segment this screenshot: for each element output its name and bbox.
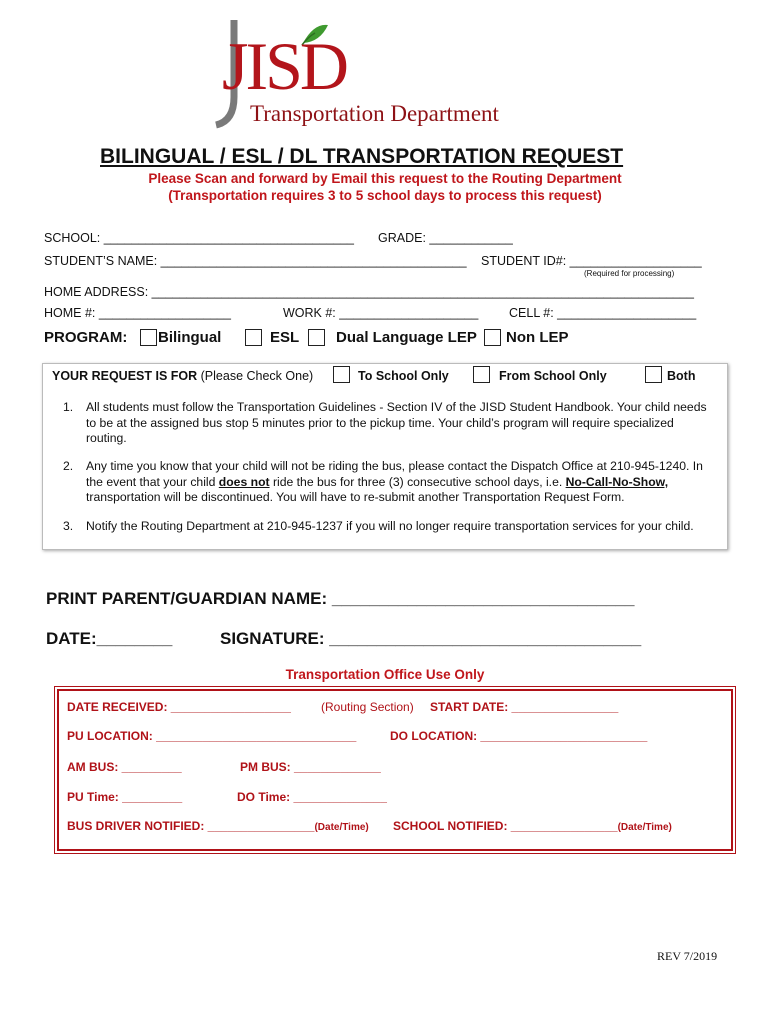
note-3-number: 3. xyxy=(63,519,74,533)
request-type-row xyxy=(52,369,313,383)
office-use-heading: Transportation Office Use Only xyxy=(285,667,485,682)
both-label: Both xyxy=(667,369,696,383)
program-dual-language-checkbox[interactable] xyxy=(308,329,325,346)
am-bus-field[interactable]: AM BUS: _________ xyxy=(67,760,182,774)
to-school-label: To School Only xyxy=(358,369,449,383)
pm-bus-field[interactable]: PM BUS: _____________ xyxy=(240,760,381,774)
guardian-name-field[interactable]: PRINT PARENT/GUARDIAN NAME: ________________________________ xyxy=(46,589,635,608)
date-field[interactable]: DATE:________ xyxy=(46,629,173,648)
bus-driver-date-time: (Date/Time) xyxy=(314,822,369,833)
revision-label: REV 7/2019 xyxy=(657,949,718,963)
note-2-text-b: ride the bus for three (3) consecutive school days, i.e. xyxy=(269,474,566,489)
note-2-text-a: Any time you know that your child will not be riding the bus, please contact the Dispatch Office at 210-945-1240. In the event that your child xyxy=(86,459,703,489)
logo-text: JISD xyxy=(222,28,347,104)
program-non-lep-label: Non LEP xyxy=(506,329,569,346)
note-2-does-not: does not xyxy=(218,474,270,489)
school-notified-label: SCHOOL NOTIFIED: ________________ xyxy=(393,819,618,833)
start-date-field[interactable]: START DATE: ________________ xyxy=(430,700,619,714)
student-id-field[interactable]: STUDENT ID#: ___________________ xyxy=(481,254,702,268)
school-notified-date-time: (Date/Time) xyxy=(617,822,672,833)
program-row xyxy=(44,329,127,346)
school-notified-field[interactable] xyxy=(393,819,672,833)
date-received-field[interactable]: DATE RECEIVED: __________________ xyxy=(67,700,291,714)
program-esl-label: ESL xyxy=(270,329,300,346)
subtitle-process-time: (Transportation requires 3 to 5 school days to process this request) xyxy=(168,188,602,203)
note-3: Notify the Routing Department at 210-945-1237 if you will no longer require transportation services for your child. xyxy=(86,519,694,533)
cell-phone-field[interactable]: CELL #: ____________________ xyxy=(509,306,697,320)
routing-section-label: (Routing Section) xyxy=(321,700,414,714)
logo-subtitle: Transportation Department xyxy=(250,101,499,126)
program-esl-checkbox[interactable] xyxy=(245,329,262,346)
page-title: BILINGUAL / ESL / DL TRANSPORTATION REQUEST xyxy=(100,145,624,168)
home-phone-field[interactable]: HOME #: ___________________ xyxy=(44,306,231,320)
from-school-checkbox[interactable] xyxy=(473,366,490,383)
program-bilingual-checkbox[interactable] xyxy=(140,329,157,346)
both-checkbox[interactable] xyxy=(645,366,662,383)
bus-driver-notified-label: BUS DRIVER NOTIFIED: ________________ xyxy=(67,819,315,833)
note-1-number: 1. xyxy=(63,400,74,414)
to-school-checkbox[interactable] xyxy=(333,366,350,383)
note-2-no-call-no-show: No-Call-No-Show, xyxy=(565,474,669,489)
program-non-lep-checkbox[interactable] xyxy=(484,329,501,346)
from-school-label: From School Only xyxy=(499,369,607,383)
note-2-text-c: transportation will be discontinued. You will have to re-submit another Transportation Request Form. xyxy=(86,490,625,504)
subtitle-scan: Please Scan and forward by Email this request to the Routing Department xyxy=(148,171,622,186)
work-phone-field[interactable]: WORK #: ____________________ xyxy=(283,306,479,320)
grade-field[interactable]: GRADE: ____________ xyxy=(378,231,513,245)
note-1: All students must follow the Transportation Guidelines - Section IV of the JISD Student Handbook. Your child needs to be at the assigned bus stop 5 minutes prior to the pickup time. Your child’s program will require specialized routing. xyxy=(86,400,707,445)
bus-driver-notified-field[interactable] xyxy=(67,819,369,833)
jisd-logo xyxy=(200,15,540,130)
signature-field[interactable]: SIGNATURE: _________________________________ xyxy=(220,629,642,648)
request-hint: (Please Check One) xyxy=(200,369,314,383)
pu-time-field[interactable]: PU Time: _________ xyxy=(67,790,183,804)
program-dual-language-label: Dual Language LEP xyxy=(336,329,477,346)
note-2-number: 2. xyxy=(63,459,74,473)
home-address-field[interactable]: HOME ADDRESS: ______________________________________________________________________________ xyxy=(44,285,694,299)
required-note: (Required for processing) xyxy=(584,269,675,278)
student-name-field[interactable]: STUDENT’S NAME: ____________________________________________ xyxy=(44,254,467,268)
do-time-field[interactable]: DO Time: ______________ xyxy=(237,790,387,804)
do-location-field[interactable]: DO LOCATION: _________________________ xyxy=(390,729,648,743)
pu-location-field[interactable]: PU LOCATION: ______________________________ xyxy=(67,729,357,743)
program-label: PROGRAM: xyxy=(44,329,128,346)
note-2 xyxy=(86,459,718,506)
program-bilingual-label: Bilingual xyxy=(158,329,222,346)
school-field[interactable]: SCHOOL: ____________________________________ xyxy=(44,231,355,245)
request-label: YOUR REQUEST IS FOR xyxy=(52,369,198,383)
